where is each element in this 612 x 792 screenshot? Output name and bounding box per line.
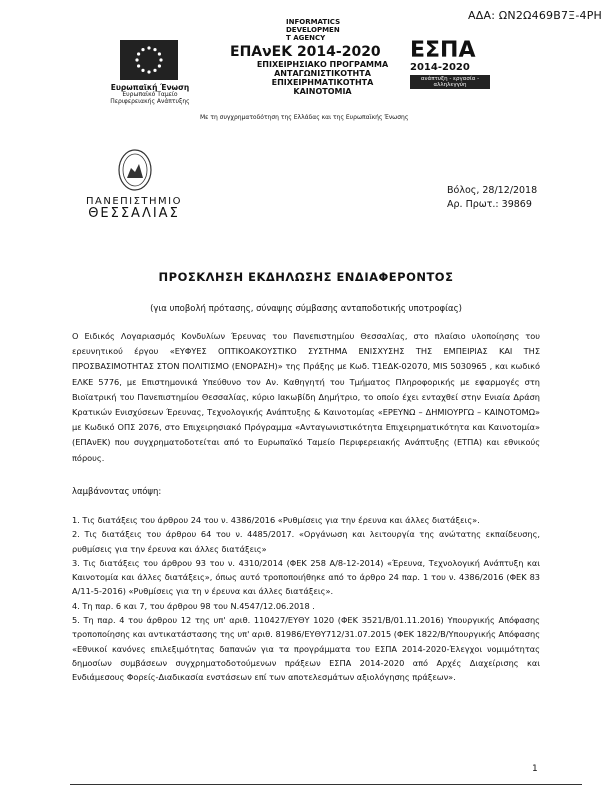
taking-into-account: λαμβάνοντας υπόψη: xyxy=(72,487,162,497)
university-seal-icon xyxy=(117,148,153,192)
eu-flag-logo xyxy=(120,40,178,80)
document-subtitle: (για υποβολή πρότασης, σύναψης σύμβασης ανταποδοτικής υποτροφίας) xyxy=(150,304,462,314)
considerations-list xyxy=(72,513,540,685)
footer-divider xyxy=(70,784,582,785)
list-item: 3. Τις διατάξεις του άρθρου 93 του ν. 4310/2014 (ΦΕΚ 258 Α/8-12-2014) «Έρευνα, Τεχνολογική Ανάπτυξη και Καινοτομία και άλλες διατάξεις», όπως αυτό τροποποιήθηκε από το άρθρο 24 παρ. 1 του ν. 4386/2016 (ΦΕΚ 83 Α/11-5-2016) «Ρυθμίσεις για τη ν έρευνα και άλλες διατάξεις». xyxy=(72,557,540,597)
list-item: 5. Τη παρ. 4 του άρθρου 12 της υπ' αριθ. 110427/ΕΥΘΥ 1020 (ΦΕΚ 3521/Β/01.11.2016) Υπουργικής Απόφασης τροποποίησης και αντικατάστασης της υπ' αριθ. 81986/ΕΥΘΥ712/31.07.2015 (ΦΕΚ 1822/Β/Υπουργικής Απόφασης «Εθνικοί κανόνες επιλεξιμότητας δαπανών για τα προγράμματα του ΕΣΠΑ 2014-2020-Έλεγχοι νομιμότητας δημοσίων συμβάσεων συγχρηματοδοτούμενων πράξεων ΕΣΠΑ 2014-2020 από Αρχές Διαχείρισης και Ενδιάμεσους Φορείς-Διαδικασία ενστάσεων επί των αποτελεσμάτων αξιολόγησης πράξεων». xyxy=(72,615,540,683)
protocol-number: Αρ. Πρωτ.: 39869 xyxy=(447,199,532,210)
eu-logo-text: Ευρωπαϊκή Ένωση Ευρωπαϊκό Ταμείο Περιφερειακής Ανάπτυξης xyxy=(110,83,190,105)
page-number: 1 xyxy=(532,764,538,774)
epanek-logo: INFORMATICS DEVELOPMEN T AGENCY ΕΠΑνΕΚ 2014-2020 ΕΠΙΧΕΙΡΗΣΙΑΚΟ ΠΡΟΓΡΑΜΜΑ ΑΝΤΑΓΩΝΙΣΤΙΚΟΤΗΤΑ ΕΠΙΧΕΙΡΗΜΑΤΙΚΟΤΗΤΑ ΚΑΙΝΟΤΟΜΙΑ xyxy=(230,18,389,96)
list-item: 2. Τις διατάξεις του άρθρου 64 του ν. 4485/2017. «Οργάνωση και λειτουργία της ανώτατης εκπαίδευσης, ρυθμίσεις για την έρευνα και άλλες διατάξεις» xyxy=(72,529,540,554)
date-block xyxy=(447,184,537,212)
list-item: 4. Τη παρ. 6 και 7, του άρθρου 98 του Ν.4547/12.06.2018 . xyxy=(72,600,315,611)
date: Βόλος, 28/12/2018 xyxy=(447,185,538,196)
espa-logo: ΕΣΠΑ 2014-2020 ανάπτυξη - εργασία - αλληλεγγύη xyxy=(410,40,490,89)
ada-code: ΑΔΑ: ΩΝ2Ω469Β7Ξ-4ΡΗ xyxy=(468,9,602,22)
university-name: ΠΑΝΕΠΙΣΤΗΜΙΟ ΘΕΣΣΑΛΙΑΣ xyxy=(85,196,183,221)
cofunding-note: Με τη συγχρηματοδότηση της Ελλάδας και της Ευρωπαϊκής Ένωσης xyxy=(200,114,409,121)
list-item: 1. Τις διατάξεις του άρθρου 24 του ν. 4386/2016 «Ρυθμίσεις για την έρευνα και άλλες διατάξεις». xyxy=(72,515,480,525)
body-paragraph: Ο Ειδικός Λογαριασμός Κονδυλίων Έρευνας του Πανεπιστημίου Θεσσαλίας, στο πλαίσιο υλοποίησης του ερευνητικού έργου «ΕΥΦΥΕΣ ΟΠΤΙΚΟΑΚΟΥΣΤΙΚΟ ΣΥΣΤΗΜΑ ΕΝΙΣΧΥΣΗΣ ΤΗΣ ΕΜΠΕΙΡΙΑΣ ΚΑΙ ΤΗΣ ΠΡΟΣΒΑΣΙΜΟΤΗΤΑΣ ΣΤΟΝ ΠΟΛΙΤΙΣΜΟ (ΕΝΟΡΑΣΗ)» της Πράξης με Κωδ. Τ1ΕΔΚ-02070, MIS 5030965 , και κωδικό ΕΛΚΕ 5776, με Επιστημονικά Υπεύθυνο τον Αν. Καθηγητή του Τμήματος Πληροφορικής με εφαρμογές στη Βιοϊατρική του Πανεπιστημίου Θεσσαλίας, κύριο Ιακωβίδη Δημήτριο, το οποίο έχει ενταχθεί στην Ενιαία Δράση Κρατικών Ενισχύσεων Έρευνας, Τεχνολογικής Ανάπτυξης & Καινοτομίας «ΕΡΕΥΝΩ – ΔΗΜΙΟΥΡΓΩ – ΚΑΙΝΟΤΟΜΩ» με Κωδικό ΟΠΣ 2076, στο Επιχειρησιακό Πρόγραμμα «Ανταγωνιστικότητα Επιχειρηματικότητα και Καινοτομία» (ΕΠΑνΕΚ) που συγχρηματοδοτείται από το Ευρωπαϊκό Ταμείο Περιφερειακής Ανάπτυξης (ΕΤΠΑ) και εθνικούς πόρους. xyxy=(72,331,540,463)
document-title: ΠΡΟΣΚΛΗΣΗ ΕΚΔΗΛΩΣΗΣ ΕΝΔΙΑΦΕΡΟΝΤΟΣ xyxy=(158,270,454,284)
